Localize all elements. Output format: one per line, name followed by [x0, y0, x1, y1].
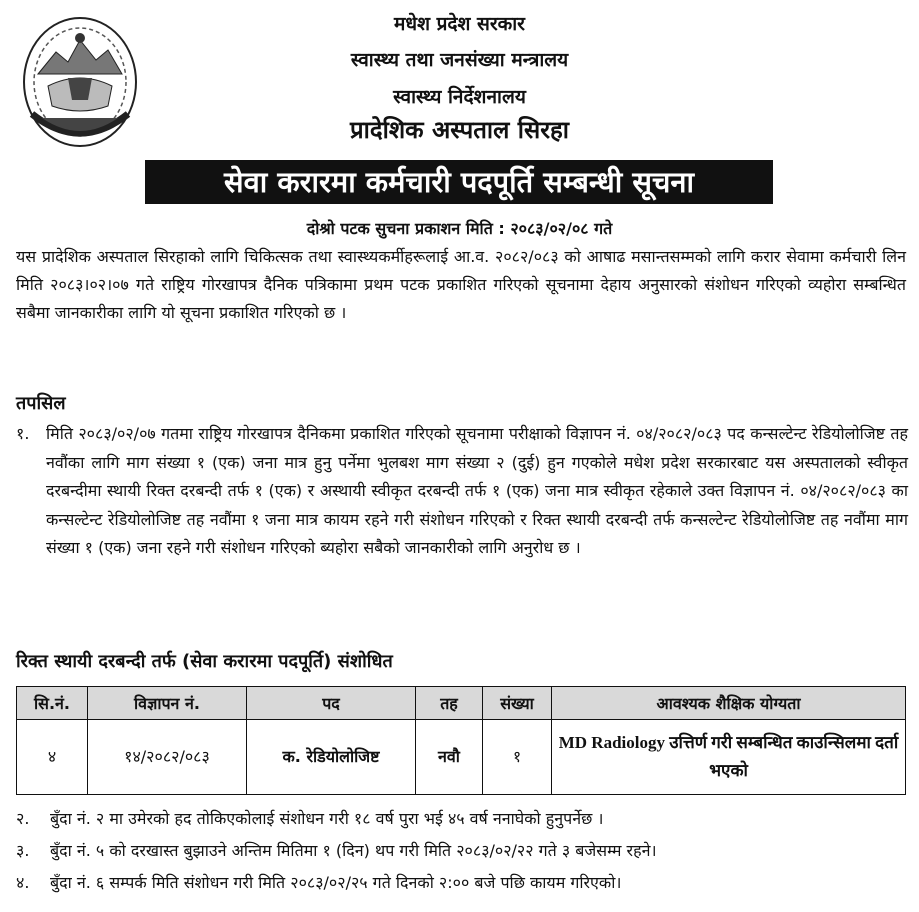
table-header-row	[17, 687, 906, 720]
cell-post: क. रेडियोलोजिष्ट	[247, 720, 416, 795]
notice-title-banner: सेवा करारमा कर्मचारी पदपूर्ति सम्बन्धी सूचना	[145, 160, 773, 204]
column-header: सि.नं.	[17, 687, 88, 720]
column-header: आवश्यक शैक्षिक योग्यता	[552, 687, 906, 720]
item-text: बुँदा नं. ५ को दरखास्त बुझाउने अन्तिम मितिमा १ (दिन) थप गरी मिति २०८३/०२/२२ गते ३ बजेसम्म रहने।	[50, 841, 657, 860]
directorate-name: स्वास्थ्य निर्देशनालय	[393, 86, 526, 108]
list-item	[16, 869, 908, 897]
list-item	[16, 837, 908, 865]
item-text: बुँदा नं. २ मा उमेरको हद तोकिएकोलाई संशोधन गरी १८ वर्ष पुरा भई ४५ वर्ष ननाघेको हुनुपर्नेछ ।	[50, 809, 604, 828]
cell-count: १	[483, 720, 552, 795]
column-header: पद	[247, 687, 416, 720]
vacancy-table	[16, 686, 906, 795]
government-name: मधेश प्रदेश सरकार	[394, 13, 525, 35]
cell-ad-number: १४/२०८२/०८३	[88, 720, 247, 795]
column-header: तह	[416, 687, 483, 720]
intro-paragraph: यस प्रादेशिक अस्पताल सिरहाको लागि चिकित्सक तथा स्वास्थ्यकर्मीहरूलाई आ.व. २०८२/०८३ को आषाढ मसान्तसम्मको लागि करार सेवामा कर्मचारी लिन मिति २०८३।०२।०७ गते राष्ट्रिय गोरखापत्र दैनिक पत्रिकामा प्रथम पटक प्रकाशित गरिएको सूचनामा देहाय अनुसारको संशोधन गरिएको व्यहोरा सम्बन्धित सबैमा जानकारीका लागि यो सूचना प्रकाशित गरिएको छ ।	[16, 247, 906, 322]
item-number: ३.	[16, 841, 30, 860]
publication-date: दोश्रो पटक सुचना प्रकाशन मिति : २०८३/०२/०८ गते	[306, 219, 613, 238]
details-heading: तपसिल	[16, 393, 66, 414]
column-header: संख्या	[483, 687, 552, 720]
column-header: विज्ञापन नं.	[88, 687, 247, 720]
item-number: २.	[16, 809, 30, 828]
cell-serial: ४	[17, 720, 88, 795]
list-item	[16, 420, 908, 563]
item-text: मिति २०८३/०२/०७ गतमा राष्ट्रिय गोरखापत्र दैनिकमा प्रकाशित गरिएको सूचनामा परीक्षाको विज्ञापन नं. ०४/२०८२/०८३ पद कन्सल्टेन्ट रेडियोलोजिष्ट तह नवौंका लागि माग संख्या १ (एक) जना मात्र हुनु पर्नेमा भुलबश माग संख्या २ (दुई) हुन गएकोले मधेश प्रदेश सरकारबाट यस अस्पतालको स्वीकृत दरबन्दीमा स्थायी रिक्त दरबन्दी तर्फ १ (एक) र अस्थायी स्वीकृत दरबन्दी तर्फ १ (एक) जना मात्र स्वीकृत रहेकाले उक्त विज्ञापन नं. ०४/२०८२/०८३ का कन्सल्टेन्ट रेडियोलोजिष्ट तह नवौंमा १ जना मात्र कायम रहने गरी संशोधन गरिएको र रिक्त स्थायी दरबन्दी तर्फ कन्सल्टेन्ट रेडियोलोजिष्ट तह नवौंमा माग संख्या १ (एक) जना रहने गरी संशोधन गरिएको ब्यहोरा सबैको जानकारीको लागि अनुरोध छ ।	[46, 424, 908, 557]
item-number: १.	[16, 424, 30, 443]
list-item	[16, 805, 908, 833]
item-text: बुँदा नं. ६ सम्पर्क मिति संशोधन गरी मिति २०८३/०२/२५ गते दिनको २:०० बजे पछि कायम गरिएको।	[50, 873, 622, 892]
table-heading: रिक्त स्थायी दरबन्दी तर्फ (सेवा करारमा पदपूर्ति) संशोधित	[16, 651, 393, 672]
item-number: ४.	[16, 873, 30, 892]
ministry-name: स्वास्थ्य तथा जनसंख्या मन्त्रालय	[350, 49, 569, 71]
hospital-name: प्रादेशिक अस्पताल सिरहा	[350, 116, 569, 144]
cell-level: नवौ	[416, 720, 483, 795]
table-row	[17, 720, 906, 795]
cell-qualification: MD Radiology उत्तिर्ण गरी सम्बन्धित काउन्सिलमा दर्ता भएको	[552, 720, 906, 795]
